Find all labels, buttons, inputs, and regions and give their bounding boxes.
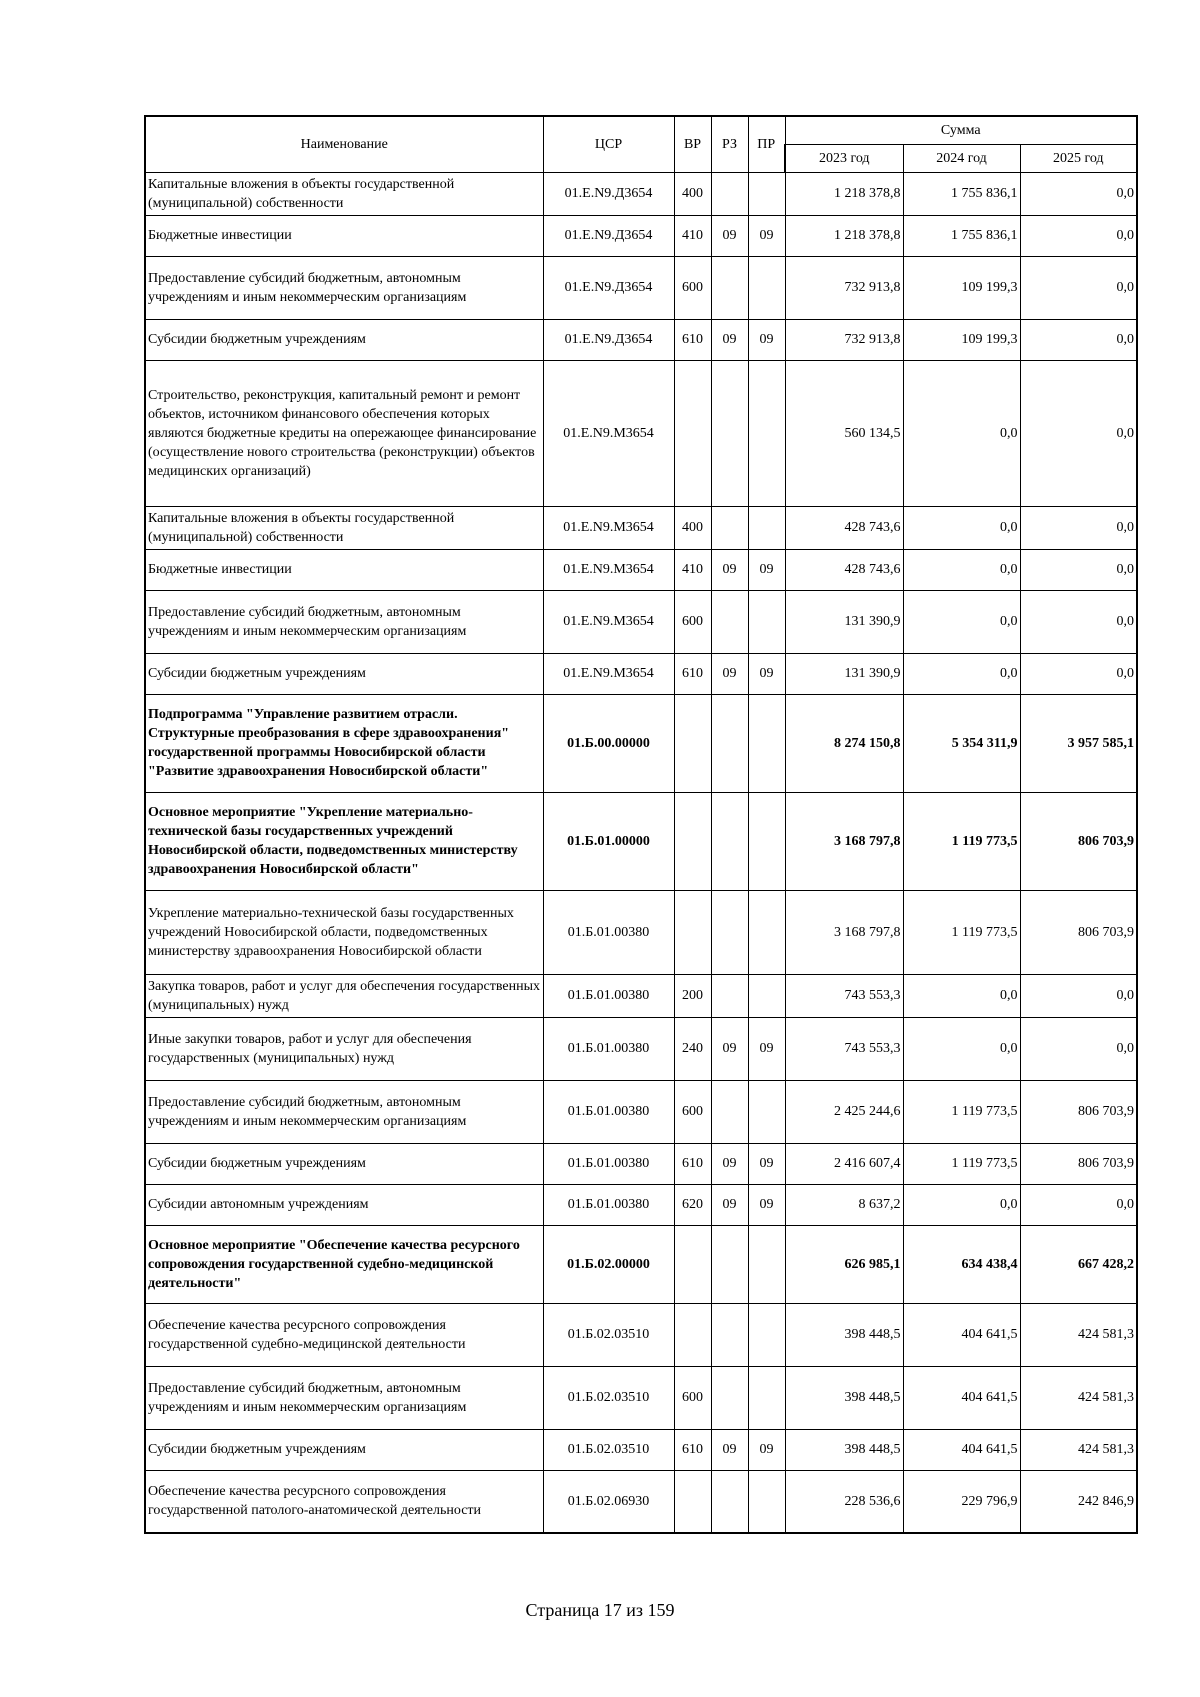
cell-vr: 200 bbox=[674, 974, 711, 1017]
cell-y2023: 428 743,6 bbox=[785, 506, 903, 549]
table-row bbox=[145, 1017, 1137, 1080]
cell-y2024: 404 641,5 bbox=[903, 1366, 1020, 1429]
cell-pr bbox=[748, 1366, 785, 1429]
cell-rz: 09 bbox=[711, 319, 748, 360]
cell-y2023: 3 168 797,8 bbox=[785, 792, 903, 890]
cell-y2024: 0,0 bbox=[903, 590, 1020, 653]
cell-y2024: 0,0 bbox=[903, 1017, 1020, 1080]
cell-y2025: 242 846,9 bbox=[1020, 1470, 1137, 1533]
cell-y2025: 806 703,9 bbox=[1020, 1143, 1137, 1184]
cell-pr bbox=[748, 694, 785, 792]
table-row bbox=[145, 506, 1137, 549]
cell-name: Субсидии бюджетным учреждениям bbox=[145, 319, 543, 360]
cell-vr: 400 bbox=[674, 172, 711, 215]
table-row bbox=[145, 1225, 1137, 1303]
page-number: Страница 17 из 159 bbox=[525, 1600, 675, 1620]
cell-vr bbox=[674, 890, 711, 974]
cell-vr: 610 bbox=[674, 653, 711, 694]
cell-name: Капитальные вложения в объекты государственной (муниципальной) собственности bbox=[145, 172, 543, 215]
cell-csr: 01.Е.N9.Д3654 bbox=[543, 215, 674, 256]
table-row bbox=[145, 360, 1137, 506]
cell-vr bbox=[674, 694, 711, 792]
cell-y2025: 806 703,9 bbox=[1020, 792, 1137, 890]
cell-y2025: 424 581,3 bbox=[1020, 1303, 1137, 1366]
cell-y2024: 5 354 311,9 bbox=[903, 694, 1020, 792]
cell-rz bbox=[711, 974, 748, 1017]
cell-vr: 410 bbox=[674, 215, 711, 256]
table-row bbox=[145, 974, 1137, 1017]
cell-pr: 09 bbox=[748, 1143, 785, 1184]
cell-y2023: 8 274 150,8 bbox=[785, 694, 903, 792]
cell-csr: 01.Е.N9.М3654 bbox=[543, 549, 674, 590]
cell-pr bbox=[748, 890, 785, 974]
cell-name: Укрепление материально-технической базы государственных учреждений Новосибирской области, подведомственных министерству здравоохранения Новосибирской области bbox=[145, 890, 543, 974]
table-row bbox=[145, 172, 1137, 215]
cell-y2025: 806 703,9 bbox=[1020, 1080, 1137, 1143]
cell-csr: 01.Е.N9.Д3654 bbox=[543, 319, 674, 360]
cell-y2023: 1 218 378,8 bbox=[785, 172, 903, 215]
cell-rz bbox=[711, 360, 748, 506]
cell-vr: 600 bbox=[674, 590, 711, 653]
cell-name: Обеспечение качества ресурсного сопровождения государственной судебно-медицинской деятельности bbox=[145, 1303, 543, 1366]
cell-name: Субсидии бюджетным учреждениям bbox=[145, 1429, 543, 1470]
header-vr: ВР bbox=[674, 116, 711, 172]
cell-pr: 09 bbox=[748, 1184, 785, 1225]
cell-pr bbox=[748, 974, 785, 1017]
cell-name: Основное мероприятие "Обеспечение качества ресурсного сопровождения государственной судебно-медицинской деятельности" bbox=[145, 1225, 543, 1303]
header-year-2025: 2025 год bbox=[1020, 144, 1137, 172]
cell-name: Иные закупки товаров, работ и услуг для обеспечения государственных (муниципальных) нужд bbox=[145, 1017, 543, 1080]
table-row bbox=[145, 590, 1137, 653]
cell-rz bbox=[711, 506, 748, 549]
cell-rz bbox=[711, 1470, 748, 1533]
cell-y2024: 404 641,5 bbox=[903, 1303, 1020, 1366]
table-row bbox=[145, 1143, 1137, 1184]
cell-rz: 09 bbox=[711, 1429, 748, 1470]
cell-csr: 01.Б.01.00380 bbox=[543, 1080, 674, 1143]
header-rz: РЗ bbox=[711, 116, 748, 172]
cell-csr: 01.Б.01.00380 bbox=[543, 1143, 674, 1184]
cell-y2025: 0,0 bbox=[1020, 172, 1137, 215]
table-row bbox=[145, 1080, 1137, 1143]
cell-vr: 620 bbox=[674, 1184, 711, 1225]
cell-y2024: 0,0 bbox=[903, 360, 1020, 506]
cell-vr bbox=[674, 1303, 711, 1366]
cell-rz: 09 bbox=[711, 1017, 748, 1080]
cell-y2025: 0,0 bbox=[1020, 549, 1137, 590]
cell-y2023: 743 553,3 bbox=[785, 974, 903, 1017]
cell-csr: 01.Е.N9.М3654 bbox=[543, 653, 674, 694]
cell-y2025: 806 703,9 bbox=[1020, 890, 1137, 974]
cell-rz bbox=[711, 1303, 748, 1366]
cell-rz bbox=[711, 792, 748, 890]
cell-y2025: 0,0 bbox=[1020, 590, 1137, 653]
cell-pr: 09 bbox=[748, 1017, 785, 1080]
table-row bbox=[145, 319, 1137, 360]
cell-y2023: 131 390,9 bbox=[785, 590, 903, 653]
cell-name: Обеспечение качества ресурсного сопровождения государственной патолого-анатомической деятельности bbox=[145, 1470, 543, 1533]
cell-rz bbox=[711, 256, 748, 319]
cell-y2024: 109 199,3 bbox=[903, 319, 1020, 360]
budget-table bbox=[144, 115, 1138, 1534]
table-row bbox=[145, 1184, 1137, 1225]
cell-y2023: 1 218 378,8 bbox=[785, 215, 903, 256]
cell-y2023: 131 390,9 bbox=[785, 653, 903, 694]
cell-pr bbox=[748, 1080, 785, 1143]
cell-csr: 01.Б.02.00000 bbox=[543, 1225, 674, 1303]
cell-pr bbox=[748, 590, 785, 653]
cell-rz bbox=[711, 1080, 748, 1143]
cell-name: Субсидии бюджетным учреждениям bbox=[145, 1143, 543, 1184]
table-row bbox=[145, 890, 1137, 974]
cell-name: Субсидии автономным учреждениям bbox=[145, 1184, 543, 1225]
cell-y2023: 398 448,5 bbox=[785, 1366, 903, 1429]
cell-y2025: 0,0 bbox=[1020, 319, 1137, 360]
cell-y2024: 404 641,5 bbox=[903, 1429, 1020, 1470]
cell-vr: 610 bbox=[674, 1143, 711, 1184]
cell-csr: 01.Б.01.00380 bbox=[543, 890, 674, 974]
cell-vr: 410 bbox=[674, 549, 711, 590]
cell-y2024: 0,0 bbox=[903, 506, 1020, 549]
cell-vr: 600 bbox=[674, 1080, 711, 1143]
cell-y2024: 1 119 773,5 bbox=[903, 792, 1020, 890]
cell-pr bbox=[748, 792, 785, 890]
table-body bbox=[145, 172, 1137, 1533]
cell-y2024: 229 796,9 bbox=[903, 1470, 1020, 1533]
cell-y2023: 560 134,5 bbox=[785, 360, 903, 506]
cell-pr: 09 bbox=[748, 319, 785, 360]
cell-rz: 09 bbox=[711, 1143, 748, 1184]
cell-y2025: 0,0 bbox=[1020, 360, 1137, 506]
cell-csr: 01.Б.00.00000 bbox=[543, 694, 674, 792]
header-sum: Сумма bbox=[785, 116, 1137, 144]
table-row bbox=[145, 256, 1137, 319]
cell-name: Субсидии бюджетным учреждениям bbox=[145, 653, 543, 694]
cell-name: Подпрограмма "Управление развитием отрасли. Структурные преобразования в сфере здравоохранения" государственной программы Новосибирской области "Развитие здравоохранения Новосибирской области" bbox=[145, 694, 543, 792]
cell-y2023: 2 416 607,4 bbox=[785, 1143, 903, 1184]
cell-y2025: 0,0 bbox=[1020, 653, 1137, 694]
cell-name: Капитальные вложения в объекты государственной (муниципальной) собственности bbox=[145, 506, 543, 549]
cell-y2023: 626 985,1 bbox=[785, 1225, 903, 1303]
cell-y2024: 1 119 773,5 bbox=[903, 1080, 1020, 1143]
cell-vr bbox=[674, 792, 711, 890]
cell-y2025: 0,0 bbox=[1020, 506, 1137, 549]
cell-y2024: 1 119 773,5 bbox=[903, 1143, 1020, 1184]
cell-vr bbox=[674, 1225, 711, 1303]
cell-csr: 01.Е.N9.Д3654 bbox=[543, 172, 674, 215]
cell-vr: 610 bbox=[674, 319, 711, 360]
table-row bbox=[145, 215, 1137, 256]
cell-name: Предоставление субсидий бюджетным, автономным учреждениям и иным некоммерческим организациям bbox=[145, 256, 543, 319]
cell-pr: 09 bbox=[748, 215, 785, 256]
cell-y2025: 0,0 bbox=[1020, 1184, 1137, 1225]
cell-vr bbox=[674, 360, 711, 506]
cell-y2025: 667 428,2 bbox=[1020, 1225, 1137, 1303]
table-row bbox=[145, 1429, 1137, 1470]
cell-pr bbox=[748, 1303, 785, 1366]
cell-rz: 09 bbox=[711, 653, 748, 694]
table-row bbox=[145, 694, 1137, 792]
header-year-2024: 2024 год bbox=[903, 144, 1020, 172]
cell-y2025: 0,0 bbox=[1020, 974, 1137, 1017]
header-pr: ПР bbox=[748, 116, 785, 172]
cell-y2023: 428 743,6 bbox=[785, 549, 903, 590]
cell-csr: 01.Е.N9.Д3654 bbox=[543, 256, 674, 319]
cell-y2023: 732 913,8 bbox=[785, 256, 903, 319]
cell-y2024: 1 119 773,5 bbox=[903, 890, 1020, 974]
cell-y2025: 0,0 bbox=[1020, 256, 1137, 319]
cell-pr bbox=[748, 506, 785, 549]
table-row bbox=[145, 549, 1137, 590]
cell-y2024: 1 755 836,1 bbox=[903, 172, 1020, 215]
cell-pr: 09 bbox=[748, 549, 785, 590]
cell-y2024: 109 199,3 bbox=[903, 256, 1020, 319]
cell-csr: 01.Б.02.06930 bbox=[543, 1470, 674, 1533]
cell-pr bbox=[748, 172, 785, 215]
table-row bbox=[145, 792, 1137, 890]
cell-rz bbox=[711, 1366, 748, 1429]
table-row bbox=[145, 1470, 1137, 1533]
cell-y2023: 398 448,5 bbox=[785, 1303, 903, 1366]
cell-rz bbox=[711, 890, 748, 974]
cell-y2025: 424 581,3 bbox=[1020, 1429, 1137, 1470]
cell-rz bbox=[711, 1225, 748, 1303]
cell-y2024: 0,0 bbox=[903, 974, 1020, 1017]
cell-csr: 01.Е.N9.М3654 bbox=[543, 360, 674, 506]
cell-name: Бюджетные инвестиции bbox=[145, 215, 543, 256]
cell-y2024: 0,0 bbox=[903, 549, 1020, 590]
header-name: Наименование bbox=[145, 116, 543, 172]
cell-name: Предоставление субсидий бюджетным, автономным учреждениям и иным некоммерческим организациям bbox=[145, 1080, 543, 1143]
cell-y2023: 228 536,6 bbox=[785, 1470, 903, 1533]
cell-rz bbox=[711, 590, 748, 653]
cell-name: Бюджетные инвестиции bbox=[145, 549, 543, 590]
cell-csr: 01.Б.01.00380 bbox=[543, 1184, 674, 1225]
cell-csr: 01.Е.N9.М3654 bbox=[543, 506, 674, 549]
cell-y2023: 398 448,5 bbox=[785, 1429, 903, 1470]
cell-csr: 01.Б.01.00380 bbox=[543, 1017, 674, 1080]
cell-y2024: 0,0 bbox=[903, 1184, 1020, 1225]
cell-pr bbox=[748, 1225, 785, 1303]
cell-csr: 01.Б.01.00380 bbox=[543, 974, 674, 1017]
cell-rz bbox=[711, 172, 748, 215]
cell-y2023: 8 637,2 bbox=[785, 1184, 903, 1225]
cell-y2025: 0,0 bbox=[1020, 215, 1137, 256]
cell-csr: 01.Б.02.03510 bbox=[543, 1429, 674, 1470]
cell-rz: 09 bbox=[711, 215, 748, 256]
cell-name: Предоставление субсидий бюджетным, автономным учреждениям и иным некоммерческим организациям bbox=[145, 590, 543, 653]
cell-y2023: 2 425 244,6 bbox=[785, 1080, 903, 1143]
cell-y2025: 3 957 585,1 bbox=[1020, 694, 1137, 792]
cell-name: Закупка товаров, работ и услуг для обеспечения государственных (муниципальных) нужд bbox=[145, 974, 543, 1017]
cell-vr bbox=[674, 1470, 711, 1533]
cell-rz bbox=[711, 694, 748, 792]
cell-pr bbox=[748, 256, 785, 319]
cell-vr: 240 bbox=[674, 1017, 711, 1080]
table-row bbox=[145, 1303, 1137, 1366]
cell-pr bbox=[748, 360, 785, 506]
cell-name: Основное мероприятие "Укрепление материально-технической базы государственных учреждений Новосибирской области, подведомственных министерству здравоохранения Новосибирской области" bbox=[145, 792, 543, 890]
cell-csr: 01.Е.N9.М3654 bbox=[543, 590, 674, 653]
cell-pr bbox=[748, 1470, 785, 1533]
cell-vr: 610 bbox=[674, 1429, 711, 1470]
cell-vr: 400 bbox=[674, 506, 711, 549]
cell-rz: 09 bbox=[711, 549, 748, 590]
cell-y2023: 743 553,3 bbox=[785, 1017, 903, 1080]
cell-y2024: 1 755 836,1 bbox=[903, 215, 1020, 256]
cell-rz: 09 bbox=[711, 1184, 748, 1225]
cell-pr: 09 bbox=[748, 653, 785, 694]
cell-csr: 01.Б.01.00000 bbox=[543, 792, 674, 890]
header-csr: ЦСР bbox=[543, 116, 674, 172]
cell-pr: 09 bbox=[748, 1429, 785, 1470]
cell-vr: 600 bbox=[674, 1366, 711, 1429]
cell-csr: 01.Б.02.03510 bbox=[543, 1366, 674, 1429]
cell-vr: 600 bbox=[674, 256, 711, 319]
cell-y2023: 3 168 797,8 bbox=[785, 890, 903, 974]
cell-y2025: 424 581,3 bbox=[1020, 1366, 1137, 1429]
cell-y2024: 634 438,4 bbox=[903, 1225, 1020, 1303]
cell-name: Строительство, реконструкция, капитальный ремонт и ремонт объектов, источником финансового обеспечения которых являются бюджетные кредиты на опережающее финансирование (осуществление нового строительства (реконструкции) объектов медицинских организаций) bbox=[145, 360, 543, 506]
header-year-2023: 2023 год bbox=[785, 144, 903, 172]
cell-y2025: 0,0 bbox=[1020, 1017, 1137, 1080]
table-row bbox=[145, 653, 1137, 694]
table-row bbox=[145, 1366, 1137, 1429]
cell-name: Предоставление субсидий бюджетным, автономным учреждениям и иным некоммерческим организациям bbox=[145, 1366, 543, 1429]
cell-csr: 01.Б.02.03510 bbox=[543, 1303, 674, 1366]
cell-y2024: 0,0 bbox=[903, 653, 1020, 694]
cell-y2023: 732 913,8 bbox=[785, 319, 903, 360]
